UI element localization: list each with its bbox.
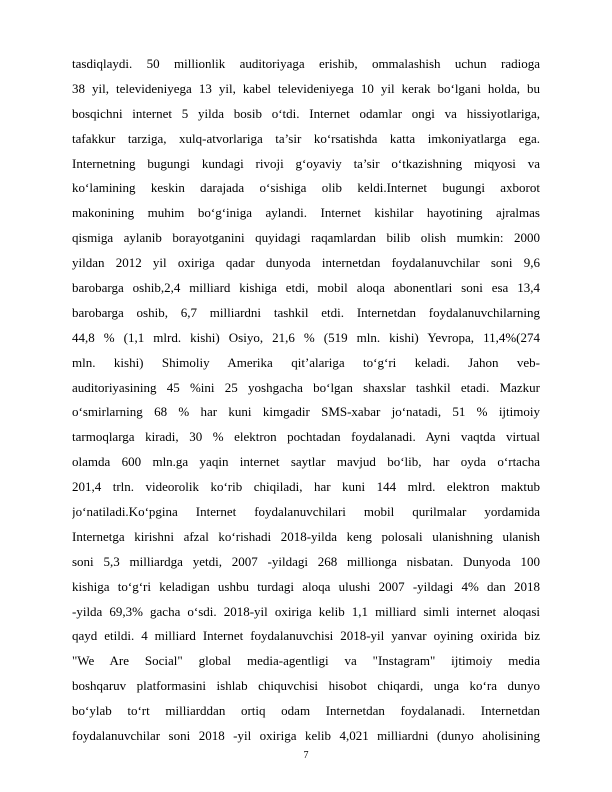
text-line: kishiga to‘g‘ri keladigan ushbu turdagi aloqa ulushi 2007 -yildagi 4% dan 2018 — [72, 578, 540, 594]
text-line: 44,8 % (1,1 mlrd. kishi) Osiyo, 21,6 % (519 mln. kishi) Yevropa, 11,4%(274 — [72, 329, 540, 345]
text-line: foydalanuvchilar soni 2018 -yil oxiriga kelib 4,021 milliardni (dunyo aholisining — [72, 728, 540, 744]
text-line: tafakkur tarziga, xulq-atvorlariga ta’sir ko‘rsatishda katta imkoniyatlarga ega. — [72, 130, 540, 146]
text-line: tasdiqlaydi. 50 millionlik auditoriyaga erishib, ommalashish uchun radioga — [72, 56, 540, 71]
text-line: yildan 2012 yil oxiriga qadar dunyoda internetdan foydalanuvchilar soni 9,6 — [72, 255, 540, 271]
text-line: tarmoqlarga kiradi, 30 % elektron pochtadan foydalanadi. Ayni vaqtda virtual — [72, 429, 540, 445]
text-line: makonining muhim bo‘g‘iniga aylandi. Internet kishilar hayotining ajralmas — [72, 205, 540, 221]
text-line: -yilda 69,3% gacha o‘sdi. 2018-yil oxiriga kelib 1,1 milliard simli internet aloqasi — [72, 603, 540, 619]
text-line: Internetning bugungi kundagi rivoji g‘oyaviy ta’sir o‘tkazishning miqyosi va — [72, 155, 540, 171]
text-line: boshqaruv platformasini ishlab chiquvchisi hisobot chiqardi, unga ko‘ra dunyo — [72, 678, 540, 694]
text-line: 38 yil, televideniyega 13 yil, kabel televideniyega 10 yil kerak bo‘lgani holda, bu — [72, 80, 540, 96]
text-line: mln. kishi) Shimoliy Amerika qit’alariga to‘g‘ri keladi. Jahon veb- — [72, 354, 540, 370]
text-line: barobarga oshib,2,4 milliard kishiga etdi, mobil aloqa abonentlari soni esa 13,4 — [72, 280, 540, 296]
text-line: ko‘lamining keskin darajada o‘sishiga olib keldi.Internet bugungi axborot — [72, 180, 540, 196]
text-line: bo‘ylab to‘rt milliarddan ortiq odam Internetdan foydalanadi. Internetdan — [72, 703, 540, 719]
text-line: qismiga aylanib borayotganini quyidagi raqamlardan bilib olish mumkin: 2000 — [72, 230, 540, 246]
page-number: 7 — [303, 750, 309, 761]
text-line: qayd etildi. 4 milliard Internet foydalanuvchisi 2018-yil yanvar oyining oxirida biz — [72, 628, 540, 644]
text-line: olamda 600 mln.ga yaqin internet saytlar mavjud bo‘lib, har oyda o‘rtacha — [72, 454, 540, 470]
text-line: jo‘natiladi.Ko‘pgina Internet foydalanuvchilari mobil qurilmalar yordamida — [72, 504, 540, 520]
body-text — [72, 52, 540, 749]
text-line: barobarga oshib, 6,7 milliardni tashkil etdi. Internetdan foydalanuvchilarning — [72, 304, 540, 320]
text-line: 201,4 trln. videorolik ko‘rib chiqiladi, har kuni 144 mlrd. elektron maktub — [72, 479, 540, 495]
text-line: auditoriyasining 45 %ini 25 yoshgacha bo‘lgan shaxslar tashkil etadi. Mazkur — [72, 379, 540, 395]
text-line: Internetga kirishni afzal ko‘rishadi 2018-yilda keng polosali ulanishning ulanish — [72, 528, 540, 544]
text-line: o‘smirlarning 68 % har kuni kimgadir SMS-xabar jo‘natadi, 51 % ijtimoiy — [72, 404, 540, 420]
text-line: "We Are Social" global media-agentligi va "Instagram" ijtimoiy media — [72, 653, 540, 669]
text-line: bosqichni internet 5 yilda bosib o‘tdi. Internet odamlar ongi va hissiyotlariga, — [72, 105, 540, 121]
text-line: soni 5,3 milliardga yetdi, 2007 -yildagi 268 millionga nisbatan. Dunyoda 100 — [72, 553, 540, 569]
